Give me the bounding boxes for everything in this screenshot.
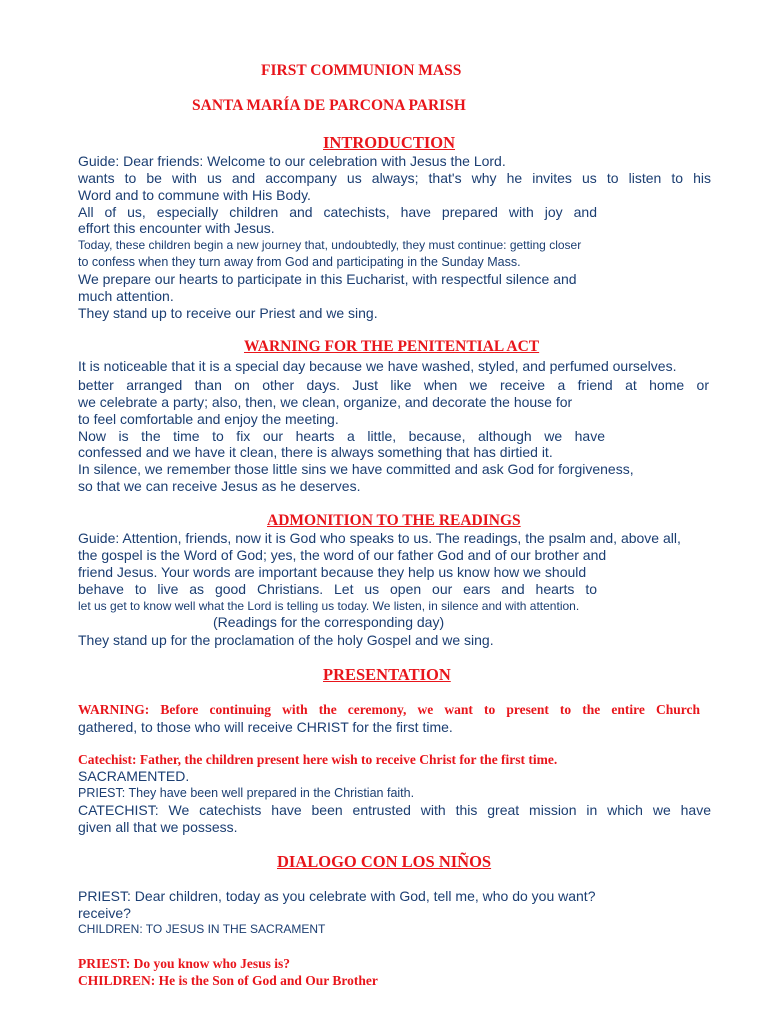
- presentation-warning: WARNING: Before continuing with the ceremony, we want to present to the entire Church: [78, 702, 700, 717]
- introduction-line: wants to be with us and accompany us always; that's why he invites us to listen to his: [78, 170, 711, 186]
- introduction-line: They stand up to receive our Priest and we sing.: [78, 305, 378, 321]
- introduction-line: We prepare our hearts to participate in this Eucharist, with respectful silence and: [78, 271, 577, 287]
- readings-line: behave to live as good Christians. Let us open our ears and hearts to: [78, 581, 597, 597]
- penitential-line: we celebrate a party; also, then, we clean, organize, and decorate the house for: [78, 394, 573, 410]
- readings-line: friend Jesus. Your words are important because they help us know how we should: [78, 564, 587, 580]
- presentation-warning-cont: gathered, to those who will receive CHRIST for the first time.: [78, 719, 453, 735]
- readings-line: let us get to know well what the Lord is telling us today. We listen, in silence and with attention.: [78, 599, 580, 613]
- penitential-line: In silence, we remember those little sins we have committed and ask God for forgiveness,: [78, 461, 634, 477]
- introduction-line: Guide: Dear friends: Welcome to our celebration with Jesus the Lord.: [78, 153, 506, 169]
- presentation-line: given all that we possess.: [78, 819, 238, 835]
- introduction-heading: INTRODUCTION: [323, 133, 456, 152]
- dialogue-line: CHILDREN: TO JESUS IN THE SACRAMENT: [78, 922, 326, 936]
- presentation-line: PRIEST: They have been well prepared in the Christian faith.: [78, 786, 415, 800]
- penitential-line: better arranged than on other days. Just like when we receive a friend at home or: [78, 377, 709, 393]
- readings-note: (Readings for the corresponding day): [213, 614, 445, 630]
- parish-name: SANTA MARÍA DE PARCONA PARISH: [192, 97, 466, 114]
- introduction-line: Word and to commune with His Body.: [78, 187, 311, 203]
- readings-heading: ADMONITION TO THE READINGS: [267, 512, 521, 529]
- readings-line: Guide: Attention, friends, now it is God who speaks to us. The readings, the psalm and, above all,: [78, 530, 681, 546]
- dialogue-line: PRIEST: Dear children, today as you celebrate with God, tell me, who do you want?: [78, 888, 596, 904]
- introduction-line: to confess when they turn away from God and participating in the Sunday Mass.: [78, 255, 521, 269]
- presentation-heading: PRESENTATION: [323, 665, 451, 684]
- penitential-heading: WARNING FOR THE PENITENTIAL ACT: [244, 338, 540, 355]
- dialogue-red-line: CHILDREN: He is the Son of God and Our Brother: [78, 973, 378, 988]
- introduction-line: much attention.: [78, 288, 174, 304]
- catechist-statement: Catechist: Father, the children present here wish to receive Christ for the first time.: [78, 752, 558, 767]
- document-title: FIRST COMMUNION MASS: [261, 62, 462, 79]
- presentation-line: CATECHIST: We catechists have been entrusted with this great mission in which we have: [78, 802, 711, 818]
- presentation-line: SACRAMENTED.: [78, 768, 190, 784]
- readings-line: the gospel is the Word of God; yes, the word of our father God and of our brother and: [78, 547, 607, 563]
- penitential-line: to feel comfortable and enjoy the meeting.: [78, 411, 339, 427]
- dialogue-heading: DIALOGO CON LOS NIÑOS: [277, 852, 492, 871]
- penitential-line: confessed and we have it clean, there is always something that has dirtied it.: [78, 444, 553, 460]
- dialogue-red-line: PRIEST: Do you know who Jesus is?: [78, 956, 291, 971]
- penitential-line: Now is the time to fix our hearts a little, because, although we have: [78, 428, 605, 444]
- introduction-line: effort this encounter with Jesus.: [78, 220, 275, 236]
- introduction-line: All of us, especially children and catechists, have prepared with joy and: [78, 204, 597, 220]
- dialogue-line: receive?: [78, 905, 131, 921]
- penitential-line: so that we can receive Jesus as he deserves.: [78, 478, 361, 494]
- penitential-line: It is noticeable that it is a special day because we have washed, styled, and perfumed ourselves.: [78, 358, 677, 374]
- introduction-line: Today, these children begin a new journey that, undoubtedly, they must continue: getting closer: [78, 238, 582, 252]
- readings-line: They stand up for the proclamation of the holy Gospel and we sing.: [78, 632, 494, 648]
